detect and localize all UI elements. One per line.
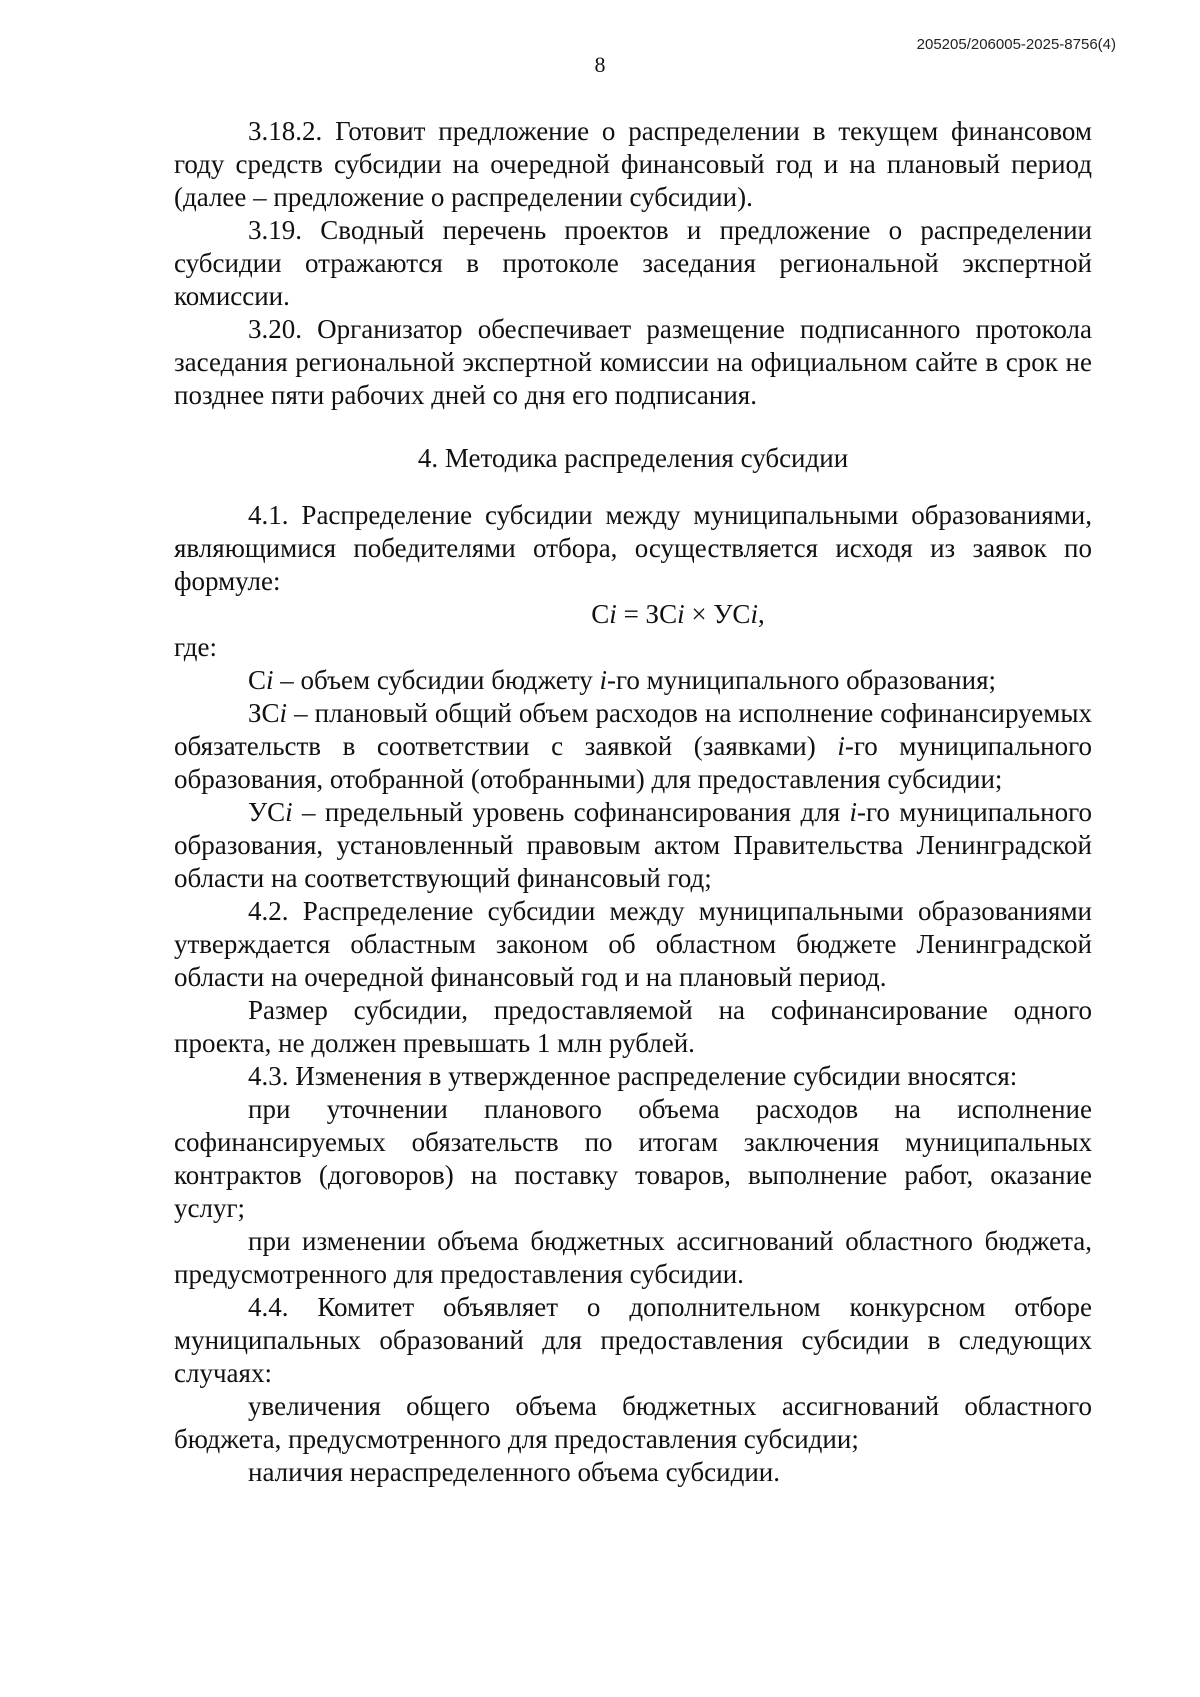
paragraph-3-18-2: 3.18.2. Готовит предложение о распределении в текущем финансовом году средств субсидии на очередной финансовый год и на плановый период (далее – предложение о распределении субсидии). bbox=[174, 116, 1092, 212]
definition-ci: Сi – объем субсидии бюджету i-го муниципального образования; bbox=[248, 665, 996, 695]
where-label: где: bbox=[174, 632, 217, 662]
paragraph-4-3-b: при изменении объема бюджетных ассигнований областного бюджета, предусмотренного для предоставления субсидии. bbox=[174, 1226, 1092, 1289]
paragraph-4-4-b: наличия нераспределенного объема субсидии. bbox=[248, 1457, 780, 1487]
document-body bbox=[174, 115, 1092, 1489]
paragraph-4-4-a: увеличения общего объема бюджетных ассигнований областного бюджета, предусмотренного для предоставления субсидии; bbox=[174, 1391, 1092, 1454]
page-number: 8 bbox=[594, 52, 606, 77]
section-heading: 4. Методика распределения субсидии bbox=[417, 443, 849, 473]
paragraph-4-3: 4.3. Изменения в утвержденное распределение субсидии вносятся: bbox=[248, 1061, 1018, 1091]
paragraph-4-3-a: при уточнении планового объема расходов на исполнение софинансируемых обязательств по итогам заключения муниципальных контрактов (договоров) на поставку товаров, выполнение работ, оказание услуг; bbox=[174, 1094, 1092, 1223]
definition-zsi: ЗСi – плановый общий объем расходов на исполнение софинансируемых обязательств в соответствии с заявкой (заявками) i-го муниципального образования, отобранной (отобранными) для предоставления субсидии; bbox=[174, 698, 1092, 794]
paragraph-3-20: 3.20. Организатор обеспечивает размещение подписанного протокола заседания региональной экспертной комиссии на официальном сайте в срок не позднее пяти рабочих дней со дня его подписания. bbox=[174, 314, 1092, 410]
formula: Сi = ЗСi × УСi, bbox=[591, 599, 765, 629]
paragraph-3-19: 3.19. Сводный перечень проектов и предложение о распределении субсидии отражаются в протоколе заседания региональной экспертной комиссии. bbox=[174, 215, 1092, 311]
paragraph-4-4: 4.4. Комитет объявляет о дополнительном конкурсном отборе муниципальных образований для предоставления субсидии в следующих случаях: bbox=[174, 1292, 1092, 1388]
document-id: 205205/206005-2025-8756(4) bbox=[916, 36, 1116, 53]
paragraph-4-2: 4.2. Распределение субсидии между муниципальными образованиями утверждается областным законом об областном бюджете Ленинградской области на очередной финансовый год и на плановый период. bbox=[174, 896, 1092, 992]
paragraph-subsidy-size: Размер субсидии, предоставляемой на софинансирование одного проекта, не должен превышать 1 млн рублей. bbox=[174, 995, 1092, 1058]
definition-usi: УСi – предельный уровень софинансирования для i-го муниципального образования, установленный правовым актом Правительства Ленинградской области на соответствующий финансовый год; bbox=[174, 797, 1092, 893]
paragraph-4-1: 4.1. Распределение субсидии между муниципальными образованиями, являющимися победителями отбора, осуществляется исходя из заявок по формуле: bbox=[174, 500, 1092, 596]
